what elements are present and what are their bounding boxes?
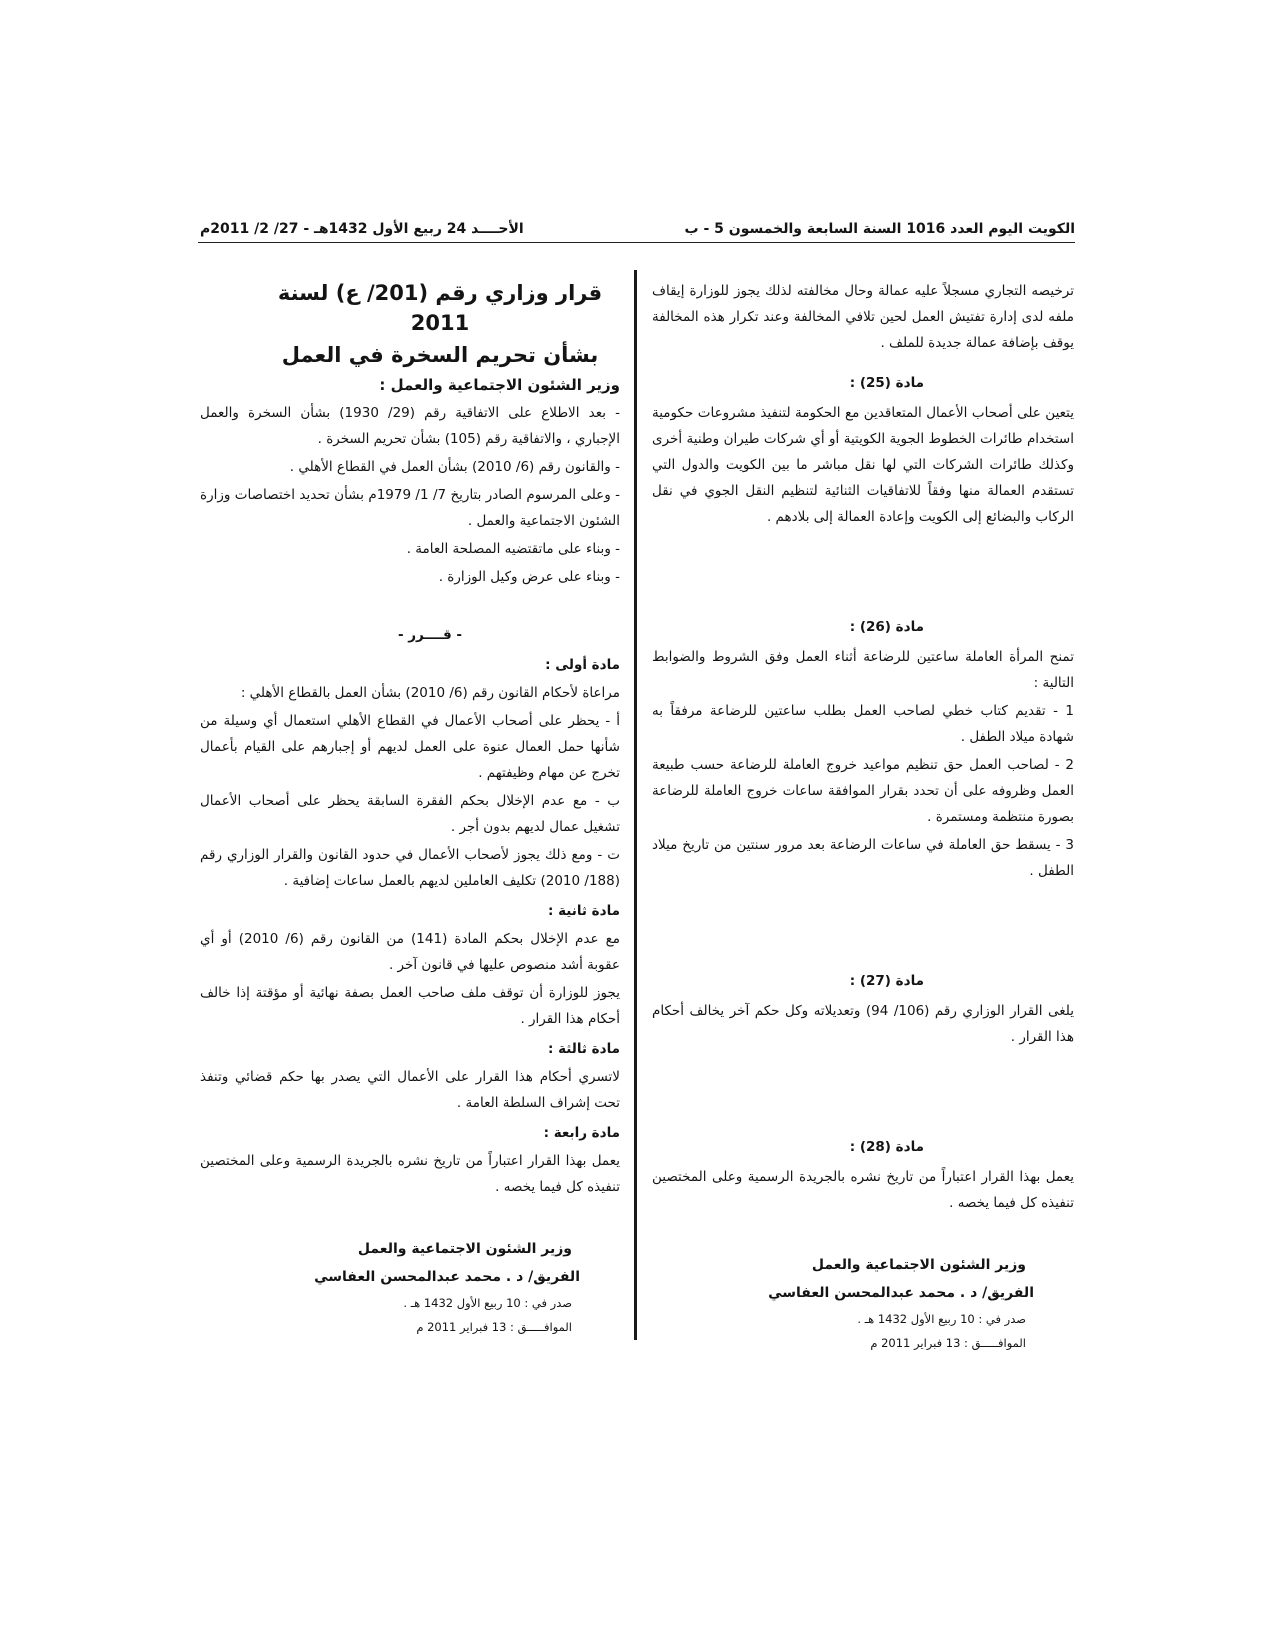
article-25-text: يتعين على أصحاب الأعمال المتعاقدين مع الحكومة لتنفيذ مشروعات حكومية استخدام طائرات الخطوط الجوية الكويتية أو أي شركات طيران وطنية أخرى وكذلك طائرات الشركات التي لها نقل مباشر ما بين الكويت والدول التي تستقدم العمالة منها وفقاً للاتفاقيات الثنائية لتنظيم النقل الجوي في نقل الركاب والبضائع إلى الكويت وإعادة العمالة إلى بلادهم .: [652, 405, 1074, 525]
article-1-heading: مادة أولى :: [545, 657, 620, 673]
article-2-text: مع عدم الإخلال بحكم المادة (141) من القانون رقم (6/ 2010) أو أي عقوبة أشد منصوص عليها في قانون آخر .: [200, 931, 621, 973]
article-25-heading: مادة (25) :: [849, 375, 924, 391]
corresponding-date: الموافـــــق : 13 فبراير 2011 م: [870, 1336, 1026, 1350]
signature-name: الفريق/ د . محمد عبدالمحسن العفاسي: [768, 1285, 1034, 1301]
article-26-item-1: 1 - تقديم كتاب خطي لصاحب العمل بطلب ساعتين للرضاعة مرفقاً به شهادة ميلاد الطفل .: [652, 703, 1074, 745]
left-column: [200, 278, 620, 1340]
header-rule: [198, 242, 1075, 243]
right-column: [652, 278, 1074, 1356]
header-date: الأحــــد 24 ربيع الأول 1432هـ - 27/ 2/ 2011م: [200, 221, 524, 237]
column-divider: [634, 270, 637, 1340]
preamble-item: - وبناء على عرض وكيل الوزارة .: [438, 569, 620, 585]
preamble-item: - والقانون رقم (6/ 2010) بشأن العمل في القطاع الأهلي .: [289, 459, 620, 475]
header-issue-info: الكويت اليوم العدد 1016 السنة السابعة والخمسون 5 - ب: [684, 221, 1075, 237]
article-27-heading: مادة (27) :: [849, 973, 924, 989]
decides-heading: - قــــرر -: [397, 627, 463, 643]
article-1-clause-c: ت - ومع ذلك يجوز لأصحاب الأعمال في حدود القانون والقرار الوزاري رقم (188/ 2010) تكليف العاملين لديهم بالعمل ساعات إضافية .: [200, 847, 620, 889]
preamble-item: - وعلى المرسوم الصادر بتاريخ 7/ 1/ 1979م بشأن تحديد اختصاصات وزارة الشئون الاجتماعية والعمل .: [200, 487, 620, 529]
corresponding-date: الموافـــــق : 13 فبراير 2011 م: [416, 1320, 572, 1334]
article-3-text: لاتسري أحكام هذا القرار على الأعمال التي يصدر بها حكم قضائي وتنفذ تحت إشراف السلطة العامة .: [200, 1069, 620, 1111]
issued-date: صدر في : 10 ربيع الأول 1432 هـ .: [403, 1296, 572, 1310]
article-2-heading: مادة ثانية :: [547, 903, 620, 919]
article-1-intro: مراعاة لأحكام القانون رقم (6/ 2010) بشأن العمل بالقطاع الأهلي :: [240, 685, 620, 701]
signature-name: الفريق/ د . محمد عبدالمحسن العفاسي: [314, 1269, 580, 1285]
issued-date: صدر في : 10 ربيع الأول 1432 هـ .: [857, 1312, 1026, 1326]
continuation-paragraph: ترخيصه التجاري مسجلاً عليه عمالة وحال مخالفته لذلك يجوز للوزارة إيقاف ملفه لدى إدارة تفتيش العمل لحين تلافي المخالفة وعند تكرار هذه المخالفة يوقف بإضافة عمالة جديدة للملف .: [652, 283, 1074, 351]
signature-minister: وزير الشئون الاجتماعية والعمل: [811, 1257, 1026, 1273]
decree-title: قرار وزاري رقم (201/ ع) لسنة 2011: [277, 281, 603, 335]
article-28-heading: مادة (28) :: [849, 1139, 924, 1155]
decree-subject: بشأن تحريم السخرة في العمل: [281, 343, 599, 367]
article-26-item-2: 2 - لصاحب العمل حق تنظيم مواعيد خروج العاملة للرضاعة حسب طبيعة العمل وظروفه على أن تحدد بقرار الموافقة ساعات خروج العاملة للرضاعة بصورة منتظمة ومستمرة .: [652, 757, 1074, 825]
article-1-clause-b: ب - مع عدم الإخلال بحكم الفقرة السابقة يحظر على أصحاب الأعمال تشغيل عمال لديهم بدون أجر .: [200, 793, 620, 835]
article-4-text: يعمل بهذا القرار اعتباراً من تاريخ نشره بالجريدة الرسمية وعلى المختصين تنفيذه كل فيما يخصه .: [200, 1153, 620, 1195]
preamble-item: - وبناء على ماتقتضيه المصلحة العامة .: [406, 541, 620, 557]
article-3-heading: مادة ثالثة :: [547, 1041, 620, 1057]
article-1-clause-a: أ - يحظر على أصحاب الأعمال في القطاع الأهلي استعمال أي وسيلة من شأنها حمل العمال عنوة على العمل لديهم أو إجبارهم على القيام بأعمال تخرج عن مهام وظيفتهم .: [200, 713, 620, 781]
signature-minister: وزير الشئون الاجتماعية والعمل: [357, 1241, 572, 1257]
article-2-text: يجوز للوزارة أن توقف ملف صاحب العمل بصفة نهائية أو مؤقتة إذا خالف أحكام هذا القرار .: [200, 985, 620, 1027]
article-28-text: يعمل بهذا القرار اعتباراً من تاريخ نشره بالجريدة الرسمية وعلى المختصين تنفيذه كل فيما يخصه .: [652, 1169, 1074, 1211]
minister-heading: وزير الشئون الاجتماعية والعمل :: [379, 376, 620, 394]
article-4-heading: مادة رابعة :: [543, 1125, 620, 1141]
preamble-item: - بعد الاطلاع على الاتفاقية رقم (29/ 1930) بشأن السخرة والعمل الإجباري ، والاتفاقية رقم (105) بشأن تحريم السخرة .: [200, 405, 620, 447]
article-26-item-3: 3 - يسقط حق العاملة في ساعات الرضاعة بعد مرور سنتين من تاريخ ميلاد الطفل .: [652, 837, 1074, 879]
article-26-heading: مادة (26) :: [849, 619, 924, 635]
article-27-text: يلغى القرار الوزاري رقم (106/ 94) وتعديلاته وكل حكم آخر يخالف أحكام هذا القرار .: [652, 1003, 1074, 1045]
article-26-intro: تمنح المرأة العاملة ساعتين للرضاعة أثناء العمل وفق الشروط والضوابط التالية :: [652, 649, 1074, 691]
